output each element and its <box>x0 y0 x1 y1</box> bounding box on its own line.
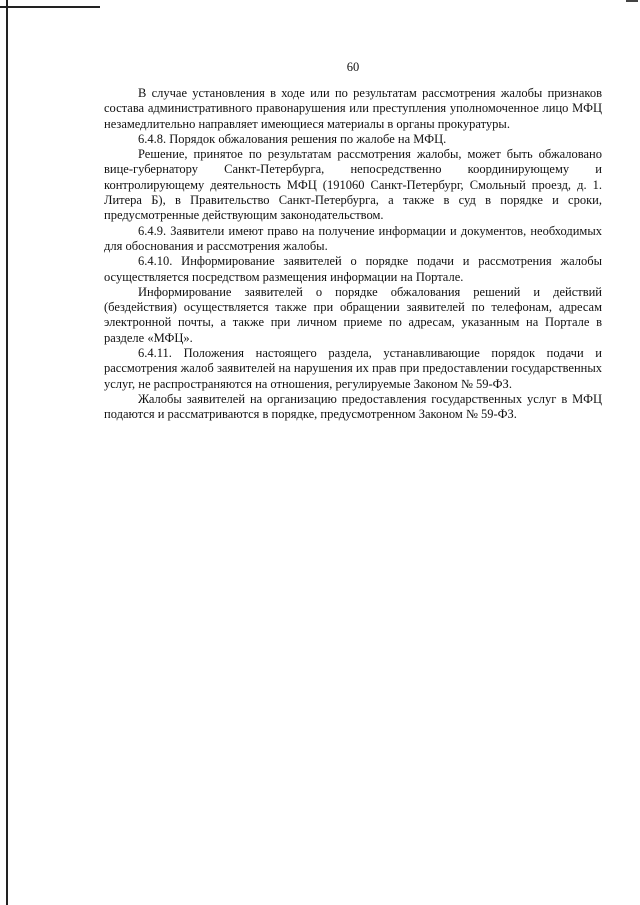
scan-border-left <box>6 0 8 905</box>
paragraph-6-4-8-heading: 6.4.8. Порядок обжалования решения по жалобе на МФЦ. <box>138 131 447 146</box>
paragraph-6-4-9: 6.4.9. Заявители имеют право на получение информации и документов, необходимых для обоснования и рассмотрения жалобы. <box>104 223 602 253</box>
paragraph-complaints-59fz: Жалобы заявителей на организацию предоставления государственных услуг в МФЦ подаются и рассматриваются в порядке, предусмотренном Законом № 59-ФЗ. <box>104 391 602 422</box>
paragraph-6-4-11: 6.4.11. Положения настоящего раздела, устанавливающие порядок подачи и рассмотрения жалоб заявителей на нарушения их прав при предоставлении государственных услуг, не распространяются на отношения, регулируемые Законом № 59-ФЗ. <box>104 346 602 391</box>
document-body <box>104 86 602 423</box>
paragraph-6-4-10: 6.4.10. Информирование заявителей о порядке подачи и рассмотрения жалобы осуществляется посредством размещения информации на Портале. <box>104 254 602 284</box>
paragraph-appeal-decision: Решение, принятое по результатам рассмотрения жалобы, может быть обжаловано вице-губернатору Санкт-Петербурга, непосредственно координирующему и контролирующему деятельность МФЦ (191060 Санкт-Петербург, Смольный проезд, д. 1. Литера Б), в Правительство Санкт-Петербурга, а также в суд в порядке и сроки, предусмотренные действующим законодательством. <box>104 147 602 223</box>
scan-mark <box>626 0 638 2</box>
paragraph-informing: Информирование заявителей о порядке обжалования решений и действий (бездействия) осуществляется также при обращении заявителей по телефонам, адресам электронной почты, а также при личном приеме по адресам, указанным на Портале в разделе «МФЦ». <box>104 284 602 345</box>
paragraph-violation-referral: В случае установления в ходе или по результатам рассмотрения жалобы признаков состава административного правонарушения или преступления уполномоченное лицо МФЦ незамедлительно направляет имеющиеся материалы в органы прокуратуры. <box>104 86 602 131</box>
scan-border-top <box>0 6 100 8</box>
page-number: 60 <box>346 60 360 74</box>
